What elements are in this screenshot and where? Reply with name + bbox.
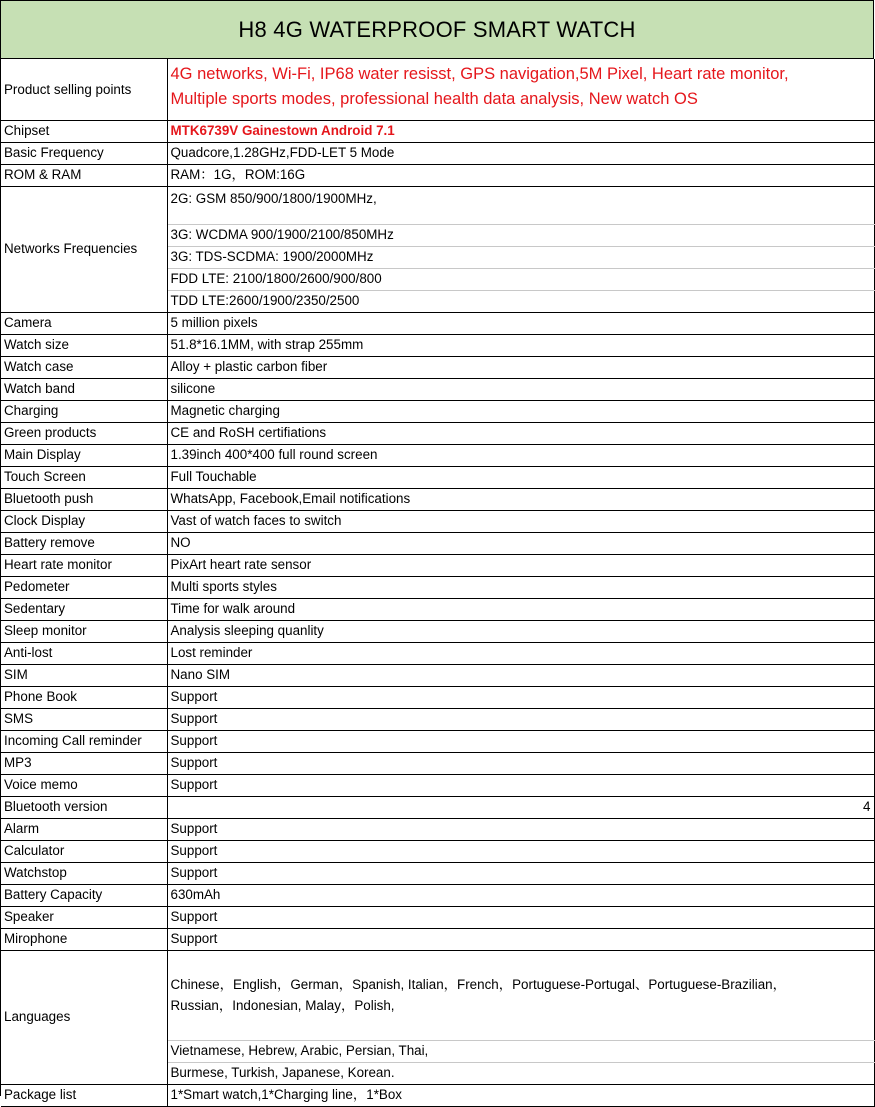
row-label: ROM & RAM: [1, 164, 167, 186]
row-value: Quadcore,1.28GHz,FDD-LET 5 Mode: [167, 142, 874, 164]
table-row: [1, 774, 874, 796]
row-value: NO: [167, 532, 874, 554]
row-value: 1.39inch 400*400 full round screen: [167, 444, 874, 466]
languages-line: Vietnamese, Hebrew, Arabic, Persian, Thai,: [167, 1040, 874, 1062]
table-row: [1, 620, 874, 642]
table-row: [1, 840, 874, 862]
row-label: Watch size: [1, 334, 167, 356]
row-label: Alarm: [1, 818, 167, 840]
row-label: Battery Capacity: [1, 884, 167, 906]
network-line: 3G: TDS-SCDMA: 1900/2000MHz: [167, 246, 874, 268]
row-label: Basic Frequency: [1, 142, 167, 164]
table-row: [1, 928, 874, 950]
selling-points-line: 4G networks, Wi-Fi, IP68 water resisst, GPS navigation,5M Pixel, Heart rate monitor,: [170, 65, 789, 83]
table-row: [1, 488, 874, 510]
table-row: [1, 554, 874, 576]
spec-table: [1, 59, 875, 1107]
table-row: [1, 752, 874, 774]
table-row: [1, 59, 874, 120]
row-label: Sedentary: [1, 598, 167, 620]
row-value: Analysis sleeping quanlity: [167, 620, 874, 642]
row-value: Support: [167, 686, 874, 708]
network-line: 3G: WCDMA 900/1900/2100/850MHz: [167, 224, 874, 246]
row-label: Networks Frequencies: [1, 186, 167, 312]
row-value: MTK6739V Gainestown Android 7.1: [167, 120, 874, 142]
row-value: Alloy + plastic carbon fiber: [167, 356, 874, 378]
row-label: Touch Screen: [1, 466, 167, 488]
row-value: 5 million pixels: [167, 312, 874, 334]
row-value: Support: [167, 752, 874, 774]
row-value: Lost reminder: [167, 642, 874, 664]
row-value: Support: [167, 818, 874, 840]
row-label: Voice memo: [1, 774, 167, 796]
table-row: [1, 576, 874, 598]
row-label: Mirophone: [1, 928, 167, 950]
row-label: Product selling points: [1, 59, 167, 120]
row-value: CE and RoSH certifiations: [167, 422, 874, 444]
row-label: Bluetooth push: [1, 488, 167, 510]
table-row: [1, 334, 874, 356]
table-row: [1, 400, 874, 422]
row-value: Vast of watch faces to switch: [167, 510, 874, 532]
row-label: Languages: [1, 950, 167, 1084]
table-row: [1, 378, 874, 400]
row-value: Support: [167, 708, 874, 730]
row-label: Pedometer: [1, 576, 167, 598]
row-value: Full Touchable: [167, 466, 874, 488]
languages-line: Russian，Indonesian, Malay，Polish,: [170, 998, 395, 1013]
languages-line: Burmese, Turkish, Japanese, Korean.: [167, 1062, 874, 1084]
row-value: Nano SIM: [167, 664, 874, 686]
row-value: PixArt heart rate sensor: [167, 554, 874, 576]
row-label: Watch band: [1, 378, 167, 400]
table-row: [1, 862, 874, 884]
row-label: Chipset: [1, 120, 167, 142]
row-label: Speaker: [1, 906, 167, 928]
table-row: [1, 950, 874, 1040]
network-line: 2G: GSM 850/900/1800/1900MHz,: [167, 186, 874, 224]
table-row: [1, 422, 874, 444]
table-row: [1, 708, 874, 730]
row-value: silicone: [167, 378, 874, 400]
row-label: Battery remove: [1, 532, 167, 554]
sheet-title: H8 4G WATERPROOF SMART WATCH: [1, 1, 874, 59]
languages-top: [167, 950, 874, 1040]
table-row: [1, 510, 874, 532]
row-label: Watch case: [1, 356, 167, 378]
table-row: [1, 686, 874, 708]
table-row: [1, 444, 874, 466]
row-label: Sleep monitor: [1, 620, 167, 642]
selling-points-value: [167, 59, 874, 120]
row-value: Magnetic charging: [167, 400, 874, 422]
row-label: Calculator: [1, 840, 167, 862]
row-label: Green products: [1, 422, 167, 444]
table-row: [1, 312, 874, 334]
row-value: Support: [167, 730, 874, 752]
selling-points-line: Multiple sports modes, professional health data analysis, New watch OS: [170, 90, 698, 108]
row-value: RAM：1G，ROM:16G: [167, 164, 874, 186]
table-row: [1, 466, 874, 488]
table-row: [1, 186, 874, 224]
row-label: Watchstop: [1, 862, 167, 884]
table-row: [1, 164, 874, 186]
row-label: Bluetooth version: [1, 796, 167, 818]
row-value: 630mAh: [167, 884, 874, 906]
row-value: 4: [167, 796, 874, 818]
row-label: MP3: [1, 752, 167, 774]
languages-line: Chinese，English，German，Spanish, Italian，French，Portuguese-Portugal、Portuguese-Brazilian，: [170, 977, 787, 992]
row-value: Time for walk around: [167, 598, 874, 620]
row-value: 1*Smart watch,1*Charging line，1*Box: [167, 1084, 874, 1106]
row-label: Phone Book: [1, 686, 167, 708]
table-row: [1, 796, 874, 818]
row-value: Support: [167, 928, 874, 950]
table-row: [1, 598, 874, 620]
table-row: [1, 818, 874, 840]
row-value: Support: [167, 906, 874, 928]
row-value: Multi sports styles: [167, 576, 874, 598]
table-row: [1, 906, 874, 928]
row-value: Support: [167, 840, 874, 862]
row-label: Incoming Call reminder: [1, 730, 167, 752]
table-row: [1, 664, 874, 686]
table-row: [1, 884, 874, 906]
row-value: Support: [167, 862, 874, 884]
row-label: SIM: [1, 664, 167, 686]
table-row: [1, 642, 874, 664]
table-row: [1, 356, 874, 378]
row-value: Support: [167, 774, 874, 796]
row-label: Main Display: [1, 444, 167, 466]
table-row: [1, 120, 874, 142]
row-label: Charging: [1, 400, 167, 422]
row-label: Heart rate monitor: [1, 554, 167, 576]
row-value: WhatsApp, Facebook,Email notifications: [167, 488, 874, 510]
row-label: Clock Display: [1, 510, 167, 532]
table-row: [1, 142, 874, 164]
table-row: [1, 1084, 874, 1106]
row-label: Camera: [1, 312, 167, 334]
row-label: Package list: [1, 1084, 167, 1106]
row-label: SMS: [1, 708, 167, 730]
network-line: TDD LTE:2600/1900/2350/2500: [167, 290, 874, 312]
table-row: [1, 730, 874, 752]
row-value: 51.8*16.1MM, with strap 255mm: [167, 334, 874, 356]
table-row: [1, 532, 874, 554]
row-label: Anti-lost: [1, 642, 167, 664]
network-line: FDD LTE: 2100/1800/2600/900/800: [167, 268, 874, 290]
